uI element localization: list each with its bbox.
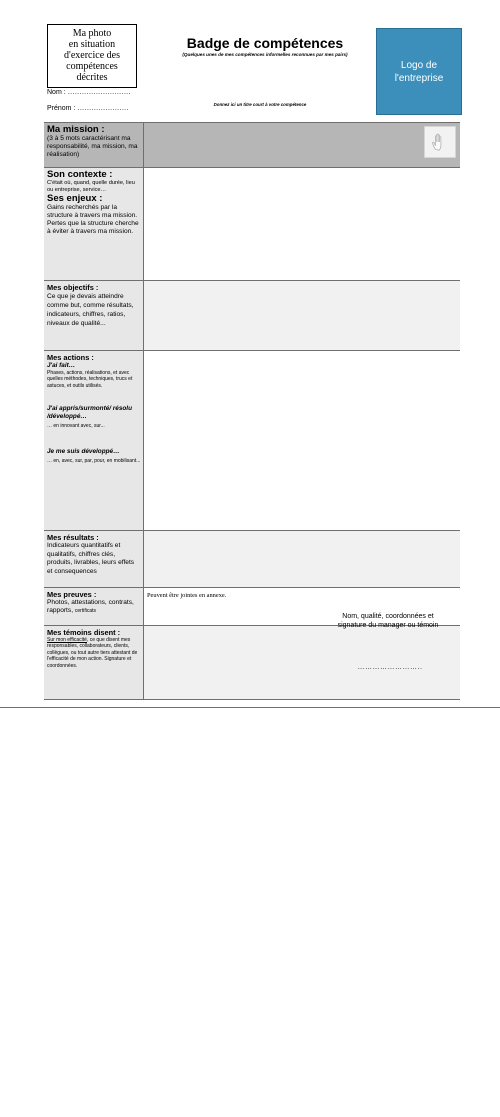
mission-heading: Ma mission :: [47, 124, 105, 135]
resultats-desc: Indicateurs quantitatifs et qualitatifs, chiffres clés, produits, livrables, leurs effets et consequences: [47, 542, 135, 575]
row-actions: [44, 351, 460, 531]
temoins-desc: [47, 637, 141, 669]
temoins-desc-rest: , ce que disent mes responsables, collaborateurs, clients, collègues, ou tout autre tiers attestant de l'efficacité de mon action. Signature et coordonnées.: [47, 637, 138, 669]
objectifs-heading: Mes objectifs :: [47, 283, 99, 292]
page-title: Badge de compétences: [186, 35, 344, 51]
objectifs-input-cell[interactable]: [144, 281, 460, 350]
contexte-input-cell[interactable]: [144, 168, 460, 280]
objectifs-label-cell: [44, 281, 144, 350]
resultats-input-cell[interactable]: [144, 531, 460, 587]
temoins-heading: Mes témoins disent :: [47, 628, 121, 637]
contexte-desc: C'était où, quand, quelle durée, lieu ou entreprise, service…: [47, 180, 135, 193]
mission-label-cell: [44, 123, 144, 167]
preuves-heading: Mes preuves :: [47, 590, 97, 599]
temoins-input-cell[interactable]: [144, 626, 460, 699]
resultats-label-cell: [44, 531, 144, 587]
row-resultats: [44, 531, 460, 588]
objectifs-desc: Ce que je devais atteindre comme but, comme résultats, indicateurs, chiffres, ratios, niveaux de qualité...: [47, 293, 134, 327]
enjeux-heading: Ses enjeux :: [47, 193, 103, 204]
temoins-label-cell: [44, 626, 144, 699]
enjeux-desc-gains: Gains recherchés par la structure à travers ma mission.: [47, 204, 138, 219]
actions-sub-developpe: Je me suis développé…: [47, 447, 120, 455]
preuves-label-cell: [44, 588, 144, 625]
signature-dots: ……………………..: [357, 664, 423, 671]
actions-desc-appris: … en innovant avec, sur...: [47, 423, 105, 430]
preuves-desc-small: certificats: [74, 608, 96, 614]
hand-icon: [424, 126, 456, 158]
photo-placeholder: Ma photo en situation d'exercice des compétences décrites: [47, 24, 137, 88]
actions-sub-fait: J'ai fait…: [47, 362, 76, 369]
actions-label-cell: [44, 351, 144, 530]
competence-form: [44, 122, 460, 700]
mission-input-cell[interactable]: [144, 123, 460, 167]
signature-note: Nom, qualité, coordonnées et signature du manager ou témoin: [337, 613, 439, 629]
preuves-annex-note: Peuvent être jointes en annexe.: [147, 592, 227, 599]
temoins-desc-underlined: Sur mon efficacité: [47, 637, 87, 643]
enjeux-desc-pertes: Pertes que la structure cherche à éviter à travers ma mission.: [47, 220, 139, 235]
row-contexte: [44, 168, 460, 281]
contexte-label-cell: [44, 168, 144, 280]
actions-desc-developpe: … en, avec, sur, par, pour, en mobilisant...: [47, 457, 141, 464]
actions-heading: Mes actions :: [47, 353, 94, 362]
actions-input-cell[interactable]: [144, 351, 460, 530]
row-objectifs: [44, 281, 460, 351]
mission-desc: (3 à 5 mots caractérisant ma responsabilité, ma mission, ma réalisation): [47, 135, 138, 158]
nom-field[interactable]: Nom : ………………………: [47, 89, 131, 96]
page-subtitle: (Quelques unes de mes compétences informelles reconnues par mes pairs): [182, 52, 348, 57]
actions-desc-fait: Phases, actions, réalisations, et avec quelles méthodes, techniques, trucs et astuces, et outils utilisés.: [47, 370, 133, 389]
preuves-desc-main: Photos, attestations, contrats, rapports,: [47, 599, 134, 614]
title-hint: Donnez ici un titre court à votre compétence: [213, 102, 307, 107]
preuves-desc: [47, 599, 141, 615]
contexte-heading: Son contexte :: [47, 169, 113, 180]
actions-sub-appris: J'ai appris/surmonté/ résolu /développé…: [47, 405, 132, 421]
company-logo-placeholder: Logo de l'entreprise: [376, 28, 462, 115]
resultats-heading: Mes résultats :: [47, 533, 99, 542]
row-mission: [44, 122, 460, 168]
page-divider: [0, 707, 500, 708]
prenom-field[interactable]: Prénom : ………………….: [47, 105, 129, 112]
row-temoins: [44, 626, 460, 700]
